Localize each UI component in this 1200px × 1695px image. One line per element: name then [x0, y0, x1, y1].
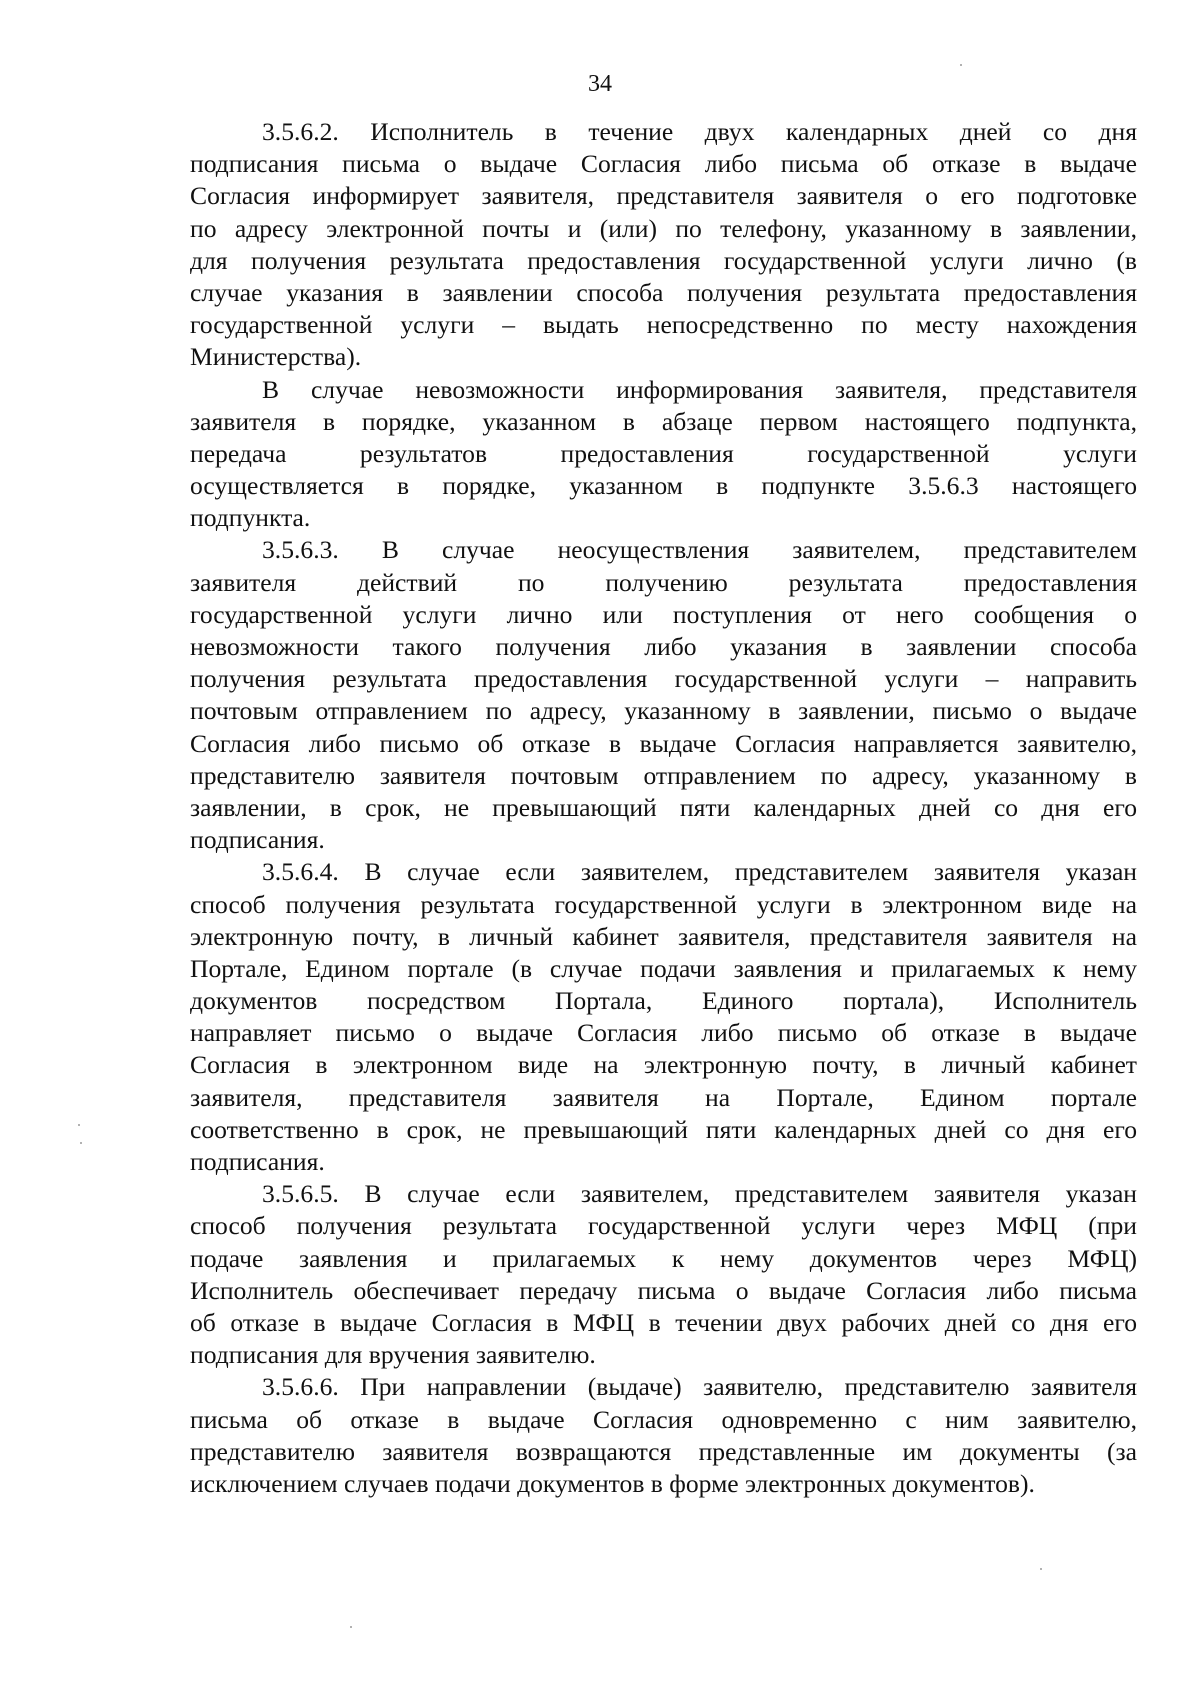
text-line: подписания письма о выдаче Согласия либо письма об отказе в выдаче	[190, 149, 1137, 179]
text-line: подаче заявления и прилагаемых к нему документов через МФЦ)	[190, 1243, 1137, 1273]
text-line: осуществляется в порядке, указанном в подпункте 3.5.6.3 настоящего	[190, 471, 1137, 501]
paragraph-3-5-6-4	[190, 856, 1137, 1178]
text-line: Согласия в электронном виде на электронную почту, в личный кабинет	[190, 1050, 1137, 1080]
text-line: заявителя, представителя заявителя на Портале, Едином портале	[190, 1082, 1137, 1112]
text-line: подпункта.	[190, 503, 311, 533]
text-line: невозможности такого получения либо указания в заявлении способа	[190, 632, 1137, 661]
text-line: подписания.	[190, 1147, 325, 1176]
text-line: В случае невозможности информирования заявителя, представителя	[262, 374, 1137, 404]
text-line: заявлении, в срок, не превышающий пяти календарных дней со дня его	[190, 792, 1137, 822]
text-line: способ получения результата государственной услуги через МФЦ (при	[190, 1211, 1137, 1241]
text-line: случае указания в заявлении способа получения результата предоставления	[190, 277, 1137, 307]
text-line: заявителя действий по получению результата предоставления	[190, 567, 1137, 597]
scan-speck	[350, 1626, 352, 1628]
text-line: 3.5.6.5. В случае если заявителем, представителем заявителя указан	[262, 1179, 1137, 1209]
paragraph-3-5-6-5	[190, 1178, 1137, 1371]
scan-speck	[960, 64, 962, 66]
text-line: подписания для вручения заявителю.	[190, 1340, 596, 1370]
text-line: 3.5.6.3. В случае неосуществления заявителем, представителем	[262, 535, 1137, 565]
text-line: документов посредством Портала, Единого портала), Исполнитель	[190, 986, 1137, 1016]
page-number: 34	[588, 71, 612, 97]
text-line: 3.5.6.2. Исполнитель в течение двух календарных дней со дня	[262, 117, 1137, 146]
text-line: по адресу электронной почты и (или) по телефону, указанному в заявлении,	[190, 213, 1137, 243]
text-line: Портале, Едином портале (в случае подачи заявления и прилагаемых к нему	[190, 953, 1137, 983]
text-line: получения результата предоставления государственной услуги – направить	[190, 664, 1137, 694]
text-line: передача результатов предоставления государственной услуги	[190, 438, 1137, 468]
text-line: государственной услуги лично или поступления от него сообщения о	[190, 599, 1137, 629]
document-body	[190, 116, 1137, 1500]
text-line: 3.5.6.6. При направлении (выдаче) заявителю, представителю заявителя	[262, 1372, 1137, 1402]
scan-speck	[78, 1124, 80, 1126]
paragraph-3-5-6-6	[190, 1371, 1137, 1500]
text-line: письма об отказе в выдаче Согласия одновременно с ним заявителю,	[190, 1404, 1137, 1434]
text-line: исключением случаев подачи документов в форме электронных документов).	[190, 1468, 1035, 1498]
text-line: подписания.	[190, 825, 325, 855]
text-line: способ получения результата государственной услуги в электронном виде на	[190, 889, 1137, 919]
scan-speck	[80, 1142, 82, 1144]
paragraph-informing-impossible	[190, 374, 1137, 535]
paragraph-3-5-6-2	[190, 116, 1137, 374]
text-line: Исполнитель обеспечивает передачу письма о выдаче Согласия либо письма	[190, 1275, 1137, 1305]
text-line: об отказе в выдаче Согласия в МФЦ в течении двух рабочих дней со дня его	[190, 1307, 1137, 1337]
text-line: почтовым отправлением по адресу, указанному в заявлении, письмо о выдаче	[190, 696, 1137, 726]
text-line: государственной услуги – выдать непосредственно по месту нахождения	[190, 310, 1137, 340]
scan-speck	[1040, 1568, 1042, 1570]
paragraph-3-5-6-3	[190, 534, 1137, 856]
text-line: Министерства).	[190, 342, 362, 372]
text-line: 3.5.6.4. В случае если заявителем, представителем заявителя указан	[262, 857, 1137, 887]
text-line: представителю заявителя возвращаются представленные им документы (за	[190, 1436, 1137, 1466]
text-line: Согласия либо письмо об отказе в выдаче Согласия направляется заявителю,	[190, 728, 1137, 758]
text-line: заявителя в порядке, указанном в абзаце первом настоящего подпункта,	[190, 406, 1137, 436]
text-line: электронную почту, в личный кабинет заявителя, представителя заявителя на	[190, 921, 1137, 951]
text-line: соответственно в срок, не превышающий пяти календарных дней со дня его	[190, 1114, 1137, 1144]
text-line: Согласия информирует заявителя, представителя заявителя о его подготовке	[190, 181, 1137, 211]
text-line: представителю заявителя почтовым отправлением по адресу, указанному в	[190, 760, 1137, 790]
text-line: направляет письмо о выдаче Согласия либо письмо об отказе в выдаче	[190, 1018, 1137, 1048]
text-line: для получения результата предоставления государственной услуги лично (в	[190, 245, 1137, 275]
